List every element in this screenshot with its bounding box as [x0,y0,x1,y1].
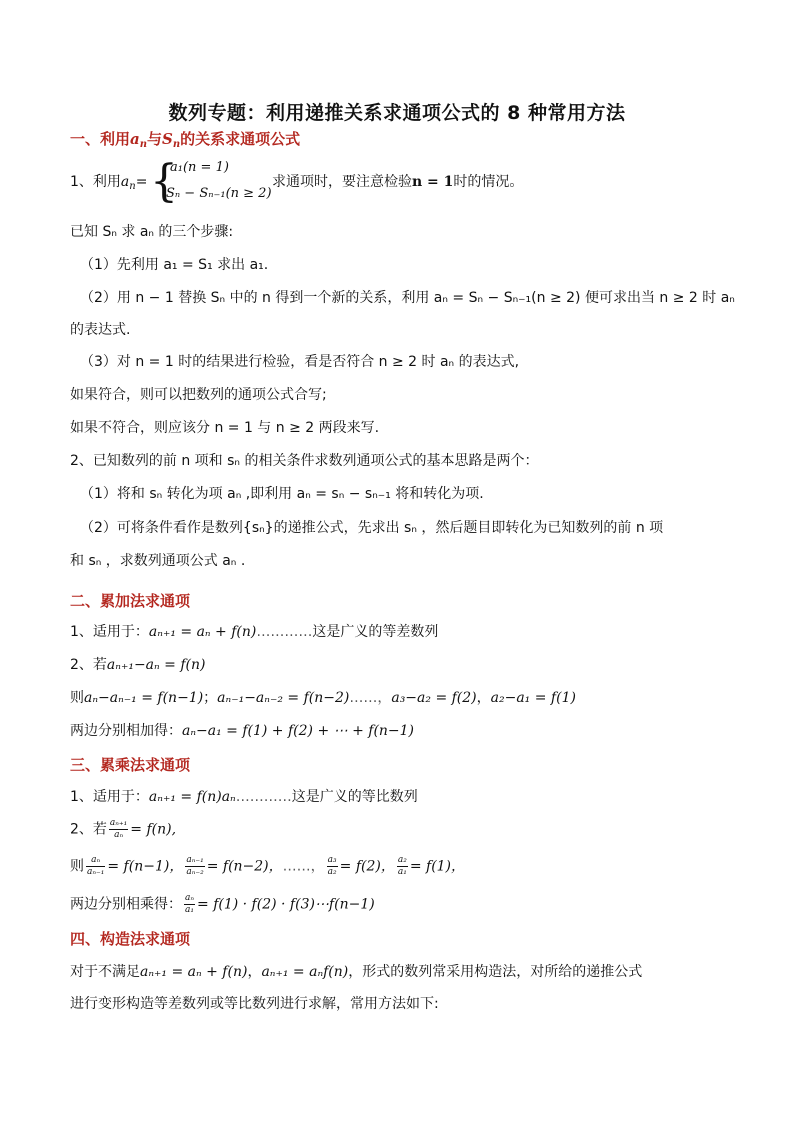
item-text: ，形式的数列常采用构造法，对所给的递推公式 [348,964,643,980]
separator: ， [476,690,491,706]
step-1: （1）先利用 a₁ = S₁ 求出 a₁. [80,257,269,273]
inline-math: = f(1) · f(2) · f(3)⋯f(n−1) [197,896,375,913]
inline-math: aₙ−aₙ₋₁ = f(n−1) [84,690,204,706]
inline-math: a₃−a₂ = f(2) [391,690,477,706]
fraction-numerator: aₙ₋₁ [186,855,204,865]
section-heading-1 [70,128,300,149]
heading-text: 的关系求通项公式 [180,130,301,148]
dots: ………… [256,624,313,640]
heading-text: 与 [147,130,163,148]
step-3: （3）对 n = 1 时的结果进行检验，看是否符合 n ≥ 2 时 aₙ 的表达式, [80,354,520,370]
item-text: 则 [70,858,84,875]
inline-math: aₙ₊₁ = f(n)aₙ [148,789,236,805]
dots: ………… [235,789,292,805]
paragraph [70,622,438,642]
step-2-cont: 的表达式. [70,322,131,338]
item-text: 1、适用于： [70,789,149,805]
section-heading-4: 四、构造法求通项 [70,930,191,948]
item-2: 2、已知数列的前 n 项和 sₙ 的相关条件求数列通项公式的基本思路是两个： [70,453,539,469]
paragraph [70,893,375,916]
fraction-denominator: aₙ₋₂ [186,867,204,877]
inline-math: a₂−a₁ = f(1) [490,690,576,706]
sub-item-2-cont: 和 sₙ ，求数列通项公式 aₙ . [70,553,246,569]
separator: ； [203,690,218,706]
fraction [86,855,105,878]
fraction-numerator: a₂ [397,855,407,865]
inline-math: aₙ₊₁ = aₙf(n) [261,964,349,980]
inline-math: = f(n−1)， [107,858,184,875]
paragraph: 进行变形构造等差数列或等比数列进行求解，常用方法如下: [70,996,439,1012]
fraction-numerator: aₙ [86,855,105,867]
formula-line: 1、利用$a_n=$ [70,174,148,192]
inline-math: aₙ₊₁ = aₙ + f(n) [148,624,257,640]
dots: ……， [282,858,325,875]
heading-math-sub: n [139,139,148,150]
fraction [185,855,204,878]
paragraph [70,855,465,878]
heading-math-sub: n [172,139,181,150]
fraction-numerator: aₙ₊₁ [109,818,128,828]
paragraph [70,655,205,675]
paragraph: 如果符合，则可以把数列的通项公式合写; [70,387,327,403]
paragraph [70,721,414,741]
page-title: 数列专题：利用递推关系求通项公式的 8 种常用方法 [168,102,626,124]
heading-math: a [130,130,140,148]
step-2: （2）用 n − 1 替换 Sₙ 中的 n 得到一个新的关系，利用 aₙ = Sₙ − Sₙ₋₁(n ≥ 2) 便可求出当 n ≥ 2 时 aₙ [80,290,735,306]
item-text: 1、利用 [70,174,121,190]
formula-lhs: a [120,174,130,190]
paragraph [70,818,176,841]
paragraph [70,962,642,982]
inline-math: = f(n−2)， [206,858,283,875]
item-text: 2、若 [70,657,107,673]
fraction [109,818,128,841]
inline-math: aₙ₋₁−aₙ₋₂ = f(n−2) [217,690,350,706]
fraction-denominator: a₁ [185,905,194,915]
heading-text: 一、利用 [70,130,131,148]
item-text: 这是广义的等差数列 [312,624,439,640]
separator: ， [247,964,262,980]
section-heading-2: 二、累加法求通项 [70,592,191,610]
fraction-denominator: aₙ₋₁ [87,867,105,877]
piecewise-brace: { [150,156,178,207]
inline-math: n = 1 [412,174,454,190]
item-text: 这是广义的等比数列 [291,789,418,805]
fraction-denominator: aₙ [114,830,124,840]
sub-item-2: （2）可将条件看作是数列{sₙ}的递推公式，先求出 sₙ ，然后题目即转化为已知数列的前 n 项 [80,520,664,536]
paragraph [70,787,418,807]
inline-math: aₙ₊₁ = aₙ + f(n) [140,964,248,980]
item-text: 2、若 [70,821,107,838]
fraction [397,855,408,878]
fraction-denominator: a₂ [327,867,337,877]
sub-item-1: （1）将和 sₙ 转化为项 aₙ ,即利用 aₙ = sₙ − sₙ₋₁ 将和转化为项. [80,486,484,502]
fraction [184,893,195,916]
item-text: 对于不满足 [70,964,140,980]
inline-math: aₙ₊₁−aₙ = f(n) [106,657,206,673]
fraction-numerator: a₃ [327,855,337,865]
piecewise-case-1: a₁(n = 1) [170,160,229,175]
fraction-denominator: a₁ [397,867,407,877]
fraction-numerator: aₙ [185,893,195,903]
item-text: 两边分别相加得： [70,723,182,739]
inline-math: aₙ−a₁ = f(1) + f(2) + ⋯ + f(n−1) [182,723,415,739]
item-text: 两边分别相乘得： [70,896,182,913]
piecewise-case-2: Sₙ − Sₙ₋₁(n ≥ 2) [166,186,272,201]
fraction [327,855,338,878]
paragraph: 如果不符合，则应该分 n = 1 与 n ≥ 2 两段来写. [70,420,380,436]
inline-math: = f(2)， [339,858,395,875]
dots: ……， [349,690,392,706]
item-text: 1、适用于： [70,624,149,640]
inline-math: = f(n), [130,821,177,838]
paragraph [70,688,576,708]
item-text: 求通项时，要注意检验 [272,174,412,190]
section-heading-3: 三、累乘法求通项 [70,756,191,774]
item-text: 则 [70,690,84,706]
paragraph: 已知 Sₙ 求 aₙ 的三个步骤: [70,224,234,240]
formula-tail [272,172,523,192]
item-text: 时的情况。 [453,174,524,190]
heading-math: S [162,130,173,148]
inline-math: = f(1)， [409,858,466,875]
